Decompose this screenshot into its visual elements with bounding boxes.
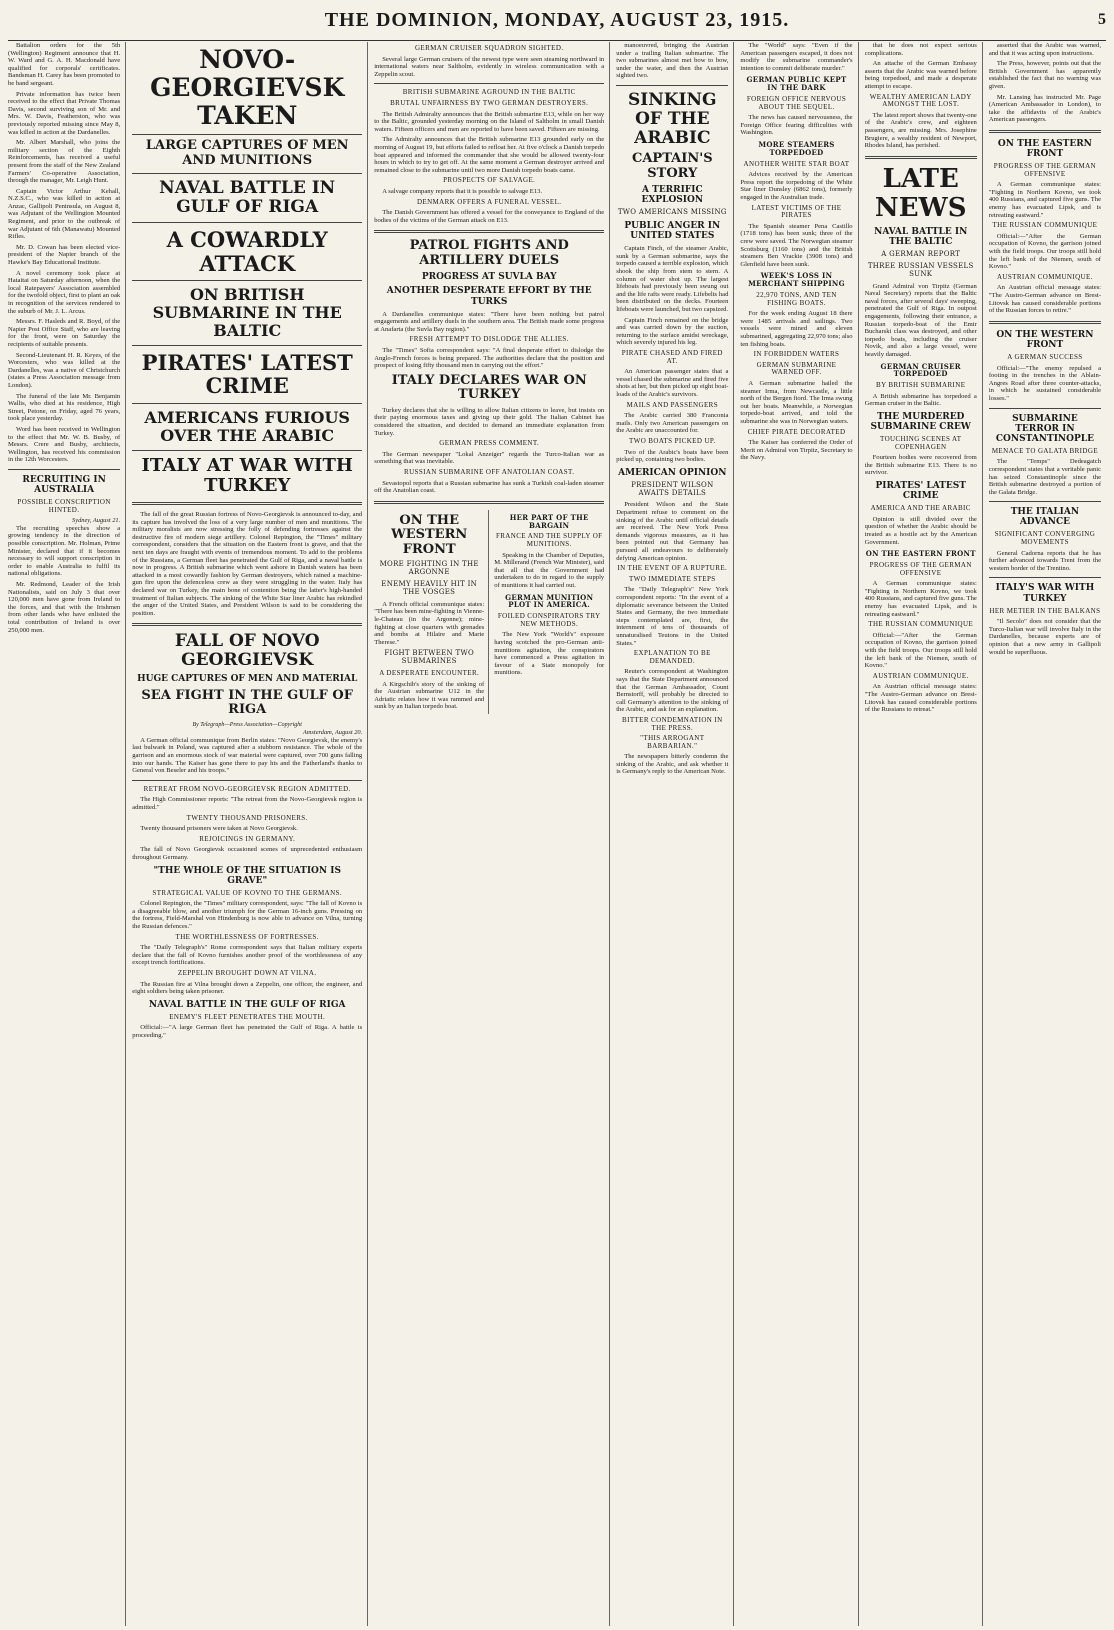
subheadline: ZEPPELIN BROUGHT DOWN AT VILNA. [177,969,317,978]
divider [132,780,362,781]
article-paragraph: A German communique states: "Fighting in Northern Kovno, we took 400 Russians, and captured five guns. The enemy has evacuated Lipsk, and is retreating eastward." [988,181,1102,219]
divider [132,173,362,174]
subheadline: PROSPECTS OF SALVAGE. [443,176,536,185]
article-paragraph: Mr. Redmond, Leader of the Irish Nationalists, said on July 3 that over 120,000 men have gone from Ireland to the forces, and that with the Irishmen from other lands who have enlisted the total contribution of Ireland is over 250,000 men. [8,580,121,634]
subheadline: TWO IMMEDIATE STEPS [629,574,716,583]
deck-headline: ITALY AT WAR WITH TURKEY [141,454,353,496]
article-paragraph: The "Daily Telegraph's" Rome correspondent says that Italian military experts declare that the fall of Kovno furnishes another proof of the worthlessness of any except trench fortifications. [132,944,363,967]
article-paragraph: An attache of the German Embassy asserts that the Arabic was warned before being torpedoed, and made a desperate attempt to escape. [864,60,977,90]
article-paragraph: The Danish Government has offered a vessel for the conveyance to England of the bodies of the victims of the German attack on E13. [374,209,605,224]
subheadline: IN THE EVENT OF A RUPTURE. [617,564,728,573]
subheadline: CHIEF PIRATE DECORATED [747,427,846,436]
subheadline: A TERRIFIC EXPLOSION [641,185,704,206]
article-paragraph: An Austrian official message states: "The Austro-German advance on Brest-Litovsk has caused considerable portions of the Russian forces to retire." [988,284,1102,315]
subheadline: TOUCHING SCENES AT COPENHAGEN [880,435,962,451]
column-5 [740,42,858,1626]
article-paragraph: The "Daily Telegraph's" New York correspondent reports: "In the event of a diplomatic severance between the United States and Germany, the two immediate steps contemplated are, first, the internment of tens of thousands of unnaturalised Teutons in the United States." [616,586,729,647]
munitions-block [494,510,604,714]
section-headline: ON THE WESTERN FRONT [391,512,468,557]
subheadline: PROGRESS OF THE GERMAN OFFENSIVE [993,162,1097,178]
dateline: Sydney, August 21. [72,517,121,525]
subheadline: PIRATE CHASED AND FIRED AT. [621,349,723,365]
divider [132,623,362,626]
subheadline: AMERICA AND THE ARABIC [870,504,971,513]
divider [989,408,1101,409]
column-2-main-story [132,42,368,1626]
article-paragraph: The funeral of the late Mr. Benjamin Wallis, who died at his residence, High Street, Petone, on Friday, aged 76 years, took place yesterday. [8,392,121,423]
subheadline: THE WORTHLESSNESS OF FORTRESSES. [175,932,319,941]
subheadline: WEALTHY AMERICAN LADY AMONGST THE LOST. [869,92,972,109]
subheadline: PROGRESS OF THE GERMAN OFFENSIVE [869,561,972,577]
divider [989,577,1101,578]
article-paragraph: Official:—"A large German fleet has penetrated the Gulf of Riga. A battle is proceeding." [132,1024,363,1040]
article-paragraph: manoeuvred, bringing the Austrian under a trailing Italian submarine. The two submarines almost met bow to bow, under the water, and then the Austrian sighted two. [616,42,729,80]
deck-headline: LARGE CAPTURES OF MEN AND MUNITIONS [145,138,349,168]
article-paragraph: A German submarine hailed the steamer Irma, from Newcastle, a little north of the Bergen fiord. The Irma swung out her boats. Meanwhile, a Norwegian torpedo-boat arrived, and told the submarine she was in Norwegian waters. [740,379,853,425]
subheadline: THE RUSSIAN COMMUNIQUE [868,620,974,629]
subheadline: THE RUSSIAN COMMUNIQUE [992,221,1098,230]
divider [8,469,120,470]
section-headline: SUBMARINE TERROR IN CONSTANTINOPLE [995,413,1094,444]
subheadline: EXPLANATION TO BE DEMANDED. [633,649,711,665]
article-paragraph: The "Times" Sofia correspondent says: "A final desperate effort to dislodge the Anglo-French forces is being prepared. The authorities declare that the position and prospect of losing fifty thousand men in carrying out the effort." [374,346,605,370]
article-paragraph: President Wilson and the State Department refuse to comment on the sinking of the Arabic until official details are received. The New York Press demands vigorous measures, as it has been pointed out that Germany has pursued all endeavours to deliberately defying American opinion. [616,501,729,562]
column-6 [865,42,983,1626]
masthead-title: THE DOMINION, MONDAY, AUGUST 23, 1915. [324,8,790,31]
divider [374,83,604,84]
article-paragraph: Captain Finch, of the steamer Arabic, sunk by a German submarine, says the torpedo caused a terrible explosion, which shook the ship from stem to stern. A column of water shot up. The largest lifeboats had previously been swung out and the life rafts were ready. Lifebelts had been distributed on the decks. Fourteen lifeboats were launched, but two capsized. [616,245,729,314]
article-paragraph: Captain Victor Arthur Kehall, N.Z.S.C., who was killed in action at Anzac, Gallipoli Peninsula, on August 8, was Adjutant of the Wellington Mounted Regiment, and prior to the outbreak of war Adjutant of 6th (Manawatu) Mounted Rifles. [8,187,121,241]
columns [8,42,1106,1626]
masthead [8,0,1106,41]
subheadline: BITTER CONDEMNATION IN THE PRESS. [622,715,723,732]
article-paragraph: Mr. Albert Marshall, who joins the military section of the Eighth Reinforcements, has received a useful present from the staff of the New Zealand Farmers' Co-operative Association, through the manager, Mr. Leigh Hunt. [8,139,121,185]
subheadline: GERMAN MUNITION PLOT IN AMERICA. [505,592,594,610]
article-paragraph: The Spanish steamer Pena Castillo (1718 tons) has been sunk; three of the crew were saved. The Norwegian steamer Scottsburg (1160 tons) and the British steamers Ben Vrackie (3908 tons) and Glenfield have been sunk. [740,222,853,268]
page-number: 5 [1098,11,1106,28]
divider [132,502,362,505]
subheadline: STRATEGICAL VALUE OF KOVNO TO THE GERMANS. [152,888,342,897]
deck-headline: ON BRITISH SUBMARINE IN THE BALTIC [152,285,342,340]
subheadline: IN FORBIDDEN WATERS [753,350,840,359]
subheadline: FRESH ATTEMPT TO DISLODGE THE ALLIES. [409,335,569,344]
subheadline: ANOTHER DESPERATE EFFORT BY THE TURKS [386,286,592,307]
subheadline: HUGE CAPTURES OF MEN AND MATERIAL [137,674,358,685]
subheadline: TWENTY THOUSAND PRISONERS. [186,813,308,822]
section-headline: ON THE WESTERN FRONT [996,329,1094,350]
subheadline: NAVAL BATTLE IN THE BALTIC [874,226,968,248]
section-headline: ITALY DECLARES WAR ON TURKEY [391,372,587,403]
article-paragraph: A novel ceremony took place at Hataitai on Saturday afternoon, when the local Ratepayers' Association assembled for the twofold object, first to plant an oak in recognition of the services rendered to the suburb of Mr. J. L. Arcus. [8,269,121,315]
article-paragraph: Messrs. F. Hasleds and R. Boyd, of the Napier Post Office Staff, who are leaving for the front, were on Saturday the recipients of suitable presents. [8,318,121,348]
subheadline: GERMAN CRUISER SQUADRON SIGHTED. [414,44,564,52]
article-paragraph: General Cadorna reports that he has further advanced towards Trent from the western border of the Trentino. [988,549,1102,572]
divider [132,222,362,223]
subheadline: HER PART OF THE BARGAIN [509,512,589,530]
subheadline: PROGRESS AT SUVLA BAY [421,272,557,283]
subheadline: ENEMY'S FLEET PENETRATES THE MOUTH. [169,1012,326,1021]
article-paragraph: A Dardanelles communique states: "There have been nothing but patrol engagements and artillery duels in the southern area. The British made some progress at Anafarta (the Suvla Bay region)." [374,310,605,333]
subheadline: A GERMAN SUCCESS [1007,352,1083,361]
subheadline: GERMAN CRUISER TORPEDOED [880,361,961,379]
article-paragraph: Captain Finch remained on the bridge and was carried down by the suction, returning to the surface amidst wreckage, which severely injured his leg. [616,316,729,347]
byline: By Telegraph—Press Association—Copyright [192,721,302,728]
subheadline: RUSSIAN SUBMARINE OFF ANATOLIAN COAST. [404,468,575,477]
divider [865,156,977,159]
article-paragraph: The Kaiser has conferred the Order of Merit on Admiral von Tirpitz, Secretary to the Navy. [740,439,853,462]
divider [132,280,362,281]
deck-headline: A COWARDLY ATTACK [166,227,328,276]
article-paragraph: The British Admiralty announces that the British submarine E13, while on her way to the Baltic, grounded yesterday morning on the Island of Saltholm in small Danish waters. Fifteen officers and men are reported to have been saved. Fifteen are missing. [374,110,605,133]
article-paragraph: "Il Secolo" does not consider that the Turco-Italian war will involve Italy in the Dardanelles, because experts are of opinion that a new army in Gallipoli would be superfluous. [988,618,1102,656]
main-headline: NOVO-GEORGIEVSK TAKEN [132,46,362,135]
article-paragraph: The fall of Novo Georgievsk occasioned scenes of unprecedented enthusiasm throughout Germany. [132,846,363,861]
article-paragraph: For the week ending August 18 there were 1485 arrivals and sailings. Two vessels were mined and eleven submarined, aggregating 22,970 tons; also ten fishing boats. [740,310,853,348]
article-paragraph: Speaking in the Chamber of Deputies, M. Millerand (French War Minister), said that all that the Government had undertaken to do in regard to the supply of munitions it had carried out. [494,551,605,590]
column-3 [374,42,610,1626]
article-paragraph: Battalion orders for the 5th (Wellington) Regiment announce that H. W. Ward and G. A. H. Macdonald have qualified for corporals' certificates. Bandsman H. Carey has been promoted to be band sergeant. [8,42,121,87]
subheadline: BRUTAL UNFAIRNESS BY TWO GERMAN DESTROYERS. [390,98,589,107]
article-paragraph: Private information has twice been received to the effect that Private Thomas Davis, second surviving son of Mr. and Mrs. W. Davis, Featherston, who was previously reported missing since May 8, was killed in action at the Dardanelles. [8,90,121,136]
subheadline: GERMAN SUBMARINE WARNED OFF. [756,360,837,377]
subheadline: GERMAN PUBLIC KEPT IN THE DARK [746,75,847,93]
article-paragraph: that he does not expect serious complications. [864,42,977,57]
article-paragraph: Mr. D. Cowan has been elected vice-president of the Napier branch of the Hawke's Bay Educational Institute. [8,243,121,267]
article-paragraph: The recruiting speeches show a growing tendency in the direction of possible conscription. Mr. Holman, Prime Minister, declared that if it becomes necessary to will support conscription in order to enable Australia to fulfil its national obligations. [8,524,121,578]
subheadline: MAILS AND PASSENGERS [626,400,718,409]
subheadline: PUBLIC ANGER IN UNITED STATES [624,221,721,242]
article-paragraph: Twenty thousand prisoners were taken at Novo Georgievsk. [140,825,298,833]
subheadline: A DESPERATE ENCOUNTER. [379,668,480,677]
subheadline: FIGHT BETWEEN TWO SUBMARINES [384,649,474,666]
divider [989,321,1101,324]
article-paragraph: Official:—"After the German occupation of Kovno, the garrison joined with the field troops. Our troops still hold the left bank of the Niemen, south of Kovno." [864,631,977,670]
article-paragraph: Colonel Repington, the "Times" military correspondent, says: "The fall of Kovno is a disagreeable blow, and another triumph for the German 16-inch guns. Pressing on the fortress, Field-Marshal von Hindenburg is now able to advance on Vilna, turning the Russian defences." [132,900,363,931]
subheadline: THE MURDERED SUBMARINE CREW [870,411,971,433]
subheadline: TWO BOATS PICKED UP. [629,436,716,445]
section-headline: LATE NEWS [874,163,967,223]
article-paragraph: Mr. Lansing has instructed Mr. Page (American Ambassador in London), to take the affidavits of the Arabic's American passengers. [988,93,1102,124]
article-paragraph: Several large German cruisers of the newest type were seen steaming northward in international waters near Saltholm, evidently in wireless communication with a Zeppelin scout. [374,55,605,78]
subheadline: GERMAN PRESS COMMENT. [439,439,540,448]
article-paragraph: The latest report shows that twenty-one of the Arabic's crew, and eighteen passengers, are missing. Mrs. Josephine Brugiere, a wealthy resident of Newport, Rhodes Island, has perished. [864,111,977,150]
subheadline: THREE RUSSIAN VESSELS SUNK [867,261,974,278]
subheadline: BY BRITISH SUBMARINE [876,381,966,390]
article-paragraph: A French official communique states: "There has been mine-fighting in Vienne-le-Chateau (in the Argonne); mine-fighting at close quarters with grenades and bombs at Hilaire and Marie Therese." [374,600,485,646]
article-paragraph: The New York "World's" exposure having scotched the pro-German anti-munitions agitation, the conspirators have commenced a Press agitation in favour of a State monopoly for munitions. [494,631,605,677]
article-paragraph: An American passenger states that a vessel chased the submarine and fired five shots at her, but then picked up eight boat-loads of the Arabic's survivors. [616,368,729,398]
divider [989,501,1101,502]
divider [374,230,604,233]
article-paragraph: A German communique states: "Fighting in Northern Kovno, we took 400 Russians, and captured five guns. The enemy has evacuated Lipsk, and is retreating eastward." [864,580,977,618]
article-paragraph: The "Temps" Dedeagatch correspondent states that a veritable panic has seized Constantinople since the British submarine destroyed a portion of the Galata Bridge. [988,458,1102,496]
section-headline: SINKING OF THE ARABIC [628,89,717,149]
article-paragraph: A British submarine has torpedoed a German cruiser in the Baltic. [864,392,977,408]
article-paragraph: An Austrian official message states: "The Austro-German advance on Brest-Litovsk has caused considerable portions of the Russians to retreat." [864,683,977,714]
subheadline: POSSIBLE CONSCRIPTION HINTED. [17,498,111,514]
subheadline: MORE STEAMERS TORPEDOED [758,140,835,157]
article-paragraph: The newspapers bitterly condemn the sinking of the Arabic, and ask whether it is Germany's reply to the American Note. [616,753,729,776]
article-paragraph: Second-Lieutenant H. R. Keyes, of the Worcesters, who was killed at the Dardanelles, was a native of Christchurch (states a Press Association message from London). [8,351,121,389]
section-headline: ON THE EASTERN FRONT [997,138,1092,160]
article-paragraph: Opinion is still divided over the question of whether the Arabic should be treated as a hostile act by the American Government. [864,515,977,546]
subheadline: ENEMY HEAVILY HIT IN THE VOSGES [381,580,478,596]
subheadline: REJOICINGS IN GERMANY. [199,834,296,843]
summary-paragraph: The fall of the great Russian fortress of Novo-Georgievsk is announced to-day, and its capture has involved the loss of a very large number of men and munitions. The military moralists are now stressing the folly of defending fortresses against the destructive fire of modern siege artillery. Colonel Repington, the "Times" military correspondent, considers that the situation on the Eastern front is grave, and that the next ten days are fraught with events of tremendous moment. To add to the problems of the Russians, a German fleet has penetrated the Gulf of Riga, and a naval battle is now in progress. A British submarine which went ashore in Danish waters has been attacked in a most cowardly fashion by German destroyers, which rained a machine-gun fire upon the defenceless crew as they were struggling in the water. Italy has declared war on Turkey, the main bone of contention being the latter's high-handed treatment of Italian subjects. The sinking of the White Star liner Arabic has rekindled the anger of the United States, and President Wilson is said to be considering the position. [132,511,363,617]
article-paragraph: Advices received by the American Press report the torpedoing of the White Star liner Dunsley (6862 tons), formerly engaged in the Australian trade. [740,171,853,202]
article-paragraph: A German official communique from Berlin states: "Novo Georgievsk, the enemy's last bulwark in Poland, was captured after a stubborn resistance. The whole of the garrison and an enormous stock of war material were captured, over 700 guns falling into our hands. The Kaiser has gone there to pay his and the Fatherland's thanks to General von Beseler and his troops." [132,736,363,775]
subheadline: A GERMAN REPORT [881,250,961,259]
section-headline: ITALY'S WAR WITH TURKEY [995,583,1095,604]
deck-headline: PIRATES' LATEST CRIME [141,349,353,399]
subheadline: TWO AMERICANS MISSING [617,208,727,217]
article-paragraph: asserted that the Arabic was warned, and that it was acting upon instructions. [988,42,1102,57]
divider [989,130,1101,133]
subheadline: FOREIGN OFFICE NERVOUS ABOUT THE SEQUEL. [746,95,847,111]
subheadline: BRITISH SUBMARINE AGROUND IN THE BALTIC [402,88,576,97]
headline: RECRUITING IN AUSTRALIA [22,474,106,495]
subheadline: PRESIDENT WILSON AWAITS DETAILS [631,480,714,497]
article-paragraph: Reuter's correspondent at Washington says that the State Department announced that the German Ambassador, Count Bernstorff, will probably be directed to call Germany's attention to the sinking of the Arabic, and ask for an explanation. [616,668,729,714]
article-paragraph: The Arabic carried 380 Franconia mails. Only two American passengers on the Arabic are unaccounted for. [616,412,729,435]
subheadline: "THIS ARROGANT BARBARIAN." [640,734,705,750]
subheadline: WEEK'S LOSS IN MERCHANT SHIPPING [748,271,845,289]
subheadline: "THE WHOLE OF THE SITUATION IS GRAVE" [153,865,341,886]
column-7 [989,42,1106,1626]
article-paragraph: Sevastopol reports that a Russian submarine has sunk a Turkish coal-laden steamer off the Anatolian coast. [374,479,605,495]
article-paragraph: Word has been received in Wellington to the effect that Mr. W. B. Busby, of Messrs. Crere and Busby, architects, Wellington, has received his commission in the 12th Worcesters. [8,425,121,464]
subheadline: SEA FIGHT IN THE GULF OF RIGA [141,687,353,718]
subheadline: PIRATES' LATEST CRIME [875,481,966,502]
section-headline: PATROL FIGHTS AND ARTILLERY DUELS [409,238,569,268]
subheadline: FOILED CONSPIRATORS TRY NEW METHODS. [497,612,601,628]
article-paragraph: Official:—"After the German occupation of Kovno, the garrison joined with the field troops. Our troops still hold the left bank of the Niemen, south of Kovno." [988,232,1102,271]
subheadline: AMERICAN OPINION [618,467,727,478]
article-paragraph: A Kirgschib's story of the sinking of the Austrian submarine U12 in the Adriatic relates how it was rammed and sunk by an Italian torpedo boat. [374,680,485,711]
twin-columns [374,510,604,714]
article-paragraph: The German newspaper "Lokal Anzeiger" regards the Turco-Italian war as something that was inevitable. [374,450,605,466]
subheadline: CAPTAIN'S STORY [632,151,713,181]
subheadline: 22,970 TONS, AND TEN FISHING BOATS. [756,291,837,307]
article-paragraph: The High Commissioner reports: "The retreat from the Novo-Georgievsk region is admitted." [132,796,363,811]
subheadline: HER METIER IN THE BALKANS [989,606,1101,615]
divider [132,450,362,451]
subheadline: NAVAL BATTLE IN THE GULF OF RIGA [148,999,346,1010]
article-paragraph: Official:—"The enemy repulsed a footing in the trenches in the Ablain-Angres Road after three counter-attacks, in which he sustained considerable losses." [988,364,1102,402]
deck-headline: NAVAL BATTLE IN GULF OF RIGA [159,178,336,218]
divider [616,85,728,86]
subheadline: ON THE EASTERN FRONT [865,549,976,559]
column-4 [616,42,734,1626]
subheadline: LATEST VICTIMS OF THE PIRATES [751,203,842,220]
dateline: Amsterdam, August 20. [302,729,363,737]
divider [132,403,362,404]
article-paragraph: Grand Admiral von Tirpitz (German Naval Secretary) reports that the Baltic naval forces, after several days' sweeping, penetrated the Gulf of Riga. In outpost engagements, following their entrance, a Russian torpedo-boat of the Emir Bucharski class was destroyed, and other torpedo boats, including the cruiser Novik, and also a large vessel, were heavily damaged. [864,282,977,358]
article-paragraph: Fourteen bodies were recovered from the British submarine E13. There is no survivor. [864,454,977,477]
subheadline: FRANCE AND THE SUPPLY OF MUNITIONS. [495,532,603,549]
subheadline: MORE FIGHTING IN THE ARGONNE [379,560,479,577]
article-paragraph: The Admiralty announces that the British submarine E13 grounded early on the morning of August 19, but efforts failed to refloat her. At five o'clock a Danish torpedo boat appeared and informed the commander that she would be allowed twenty-four hours in which to try to get off. At the same moment a German destroyer arrived and remained close to the submarine until two more Danish torpedo boats came. [374,136,605,174]
subheadline: SIGNIFICANT CONVERGING MOVEMENTS [994,530,1096,547]
section-headline: FALL OF NOVO GEORGIEVSK [174,631,320,671]
subheadline: AUSTRIAN COMMUNIQUE. [872,671,969,680]
divider [132,345,362,346]
subheadline: DENMARK OFFERS A FUNERAL VESSEL. [416,197,562,206]
article-paragraph: Turkey declares that she is willing to allow Italian citizens to leave, but insists on their paying enormous taxes and giving up their gold. The Italian Cabinet has considered the situation, and decided to demand an immediate explanation from Turkey. [374,406,605,437]
deck-headline: AMERICANS FURIOUS OVER THE ARABIC [144,407,350,445]
article-paragraph: The news has caused nervousness, the Foreign Office fearing difficulties with Washington. [740,114,853,137]
subheadline: RETREAT FROM NOVO-GEORGIEVSK REGION ADMITTED. [143,784,351,793]
divider [374,501,604,504]
subheadline: MENACE TO GALATA BRIDGE [991,446,1099,455]
article-paragraph: The "World" says: "Even if the American passengers escaped, it does not modify the submarine commander's intention to commit deliberate murder." [740,42,853,72]
column-1 [8,42,126,1626]
section-headline: THE ITALIAN ADVANCE [1010,507,1080,528]
article-paragraph: The Press, however, points out that the British Government has apparently established the fact that no warning was given. [988,60,1102,90]
article-paragraph: The Russian fire at Vilna brought down a Zeppelin, one officer, the engineer, and eight soldiers being taken prisoner. [132,980,363,996]
article-paragraph: A salvage company reports that it is possible to salvage E13. [382,187,543,195]
western-front-block [374,510,489,714]
subheadline: ANOTHER WHITE STAR BOAT [743,159,850,168]
article-paragraph: Two of the Arabic's boats have been picked up, containing two bodies. [616,448,729,464]
subheadline: AUSTRIAN COMMUNIQUE. [996,272,1093,281]
